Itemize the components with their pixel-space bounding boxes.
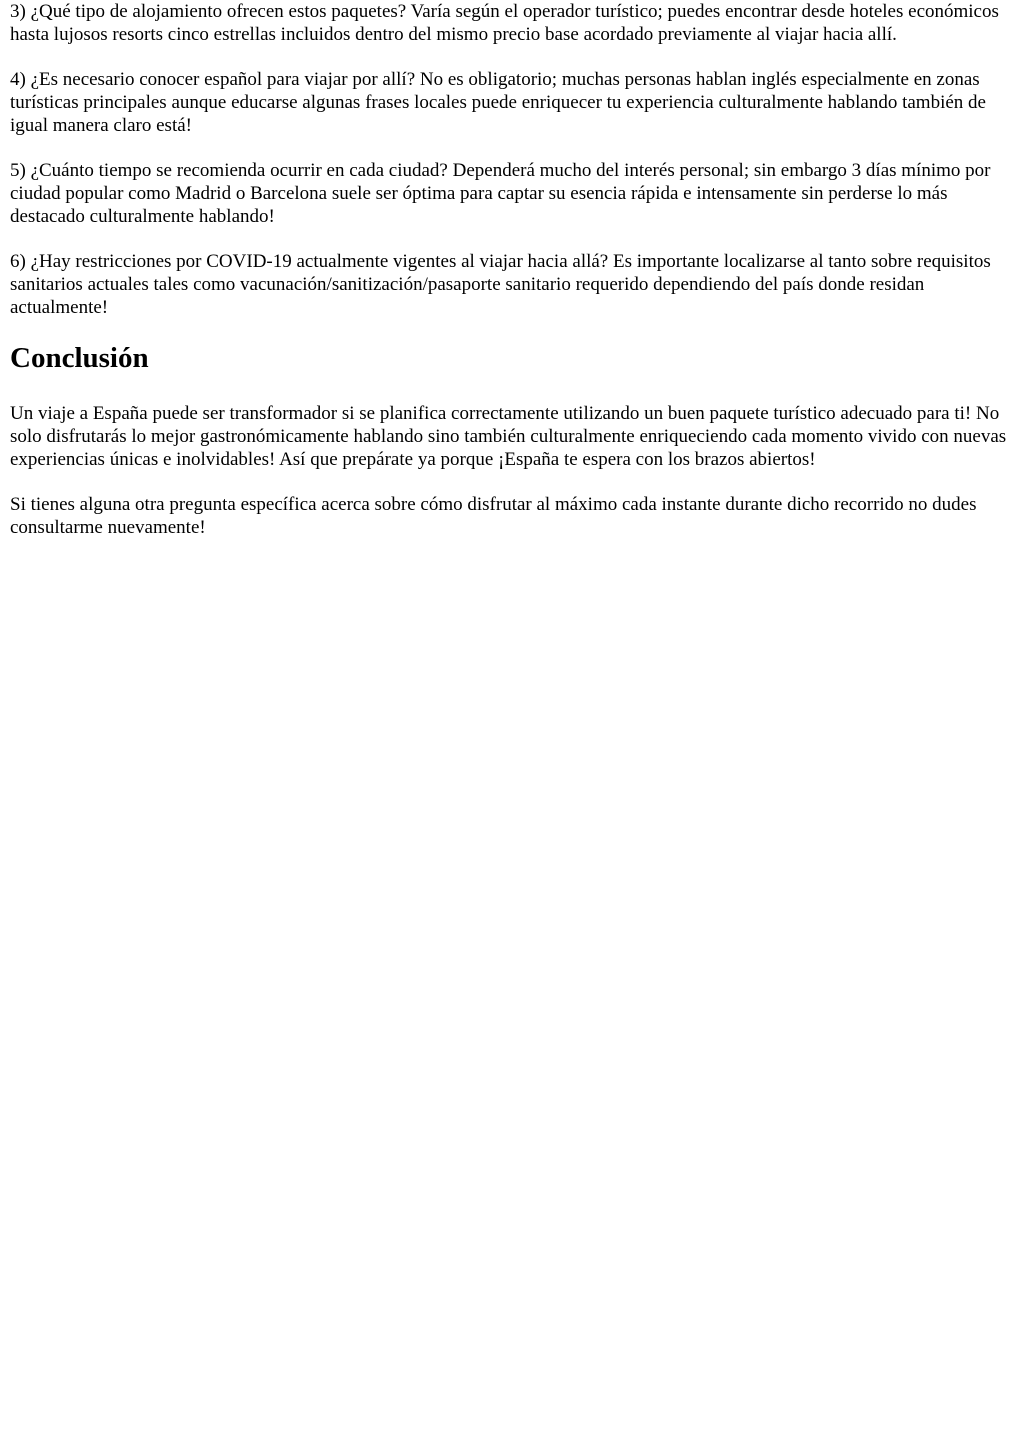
- faq-item-5: 5) ¿Cuánto tiempo se recomienda ocurrir en cada ciudad? Dependerá mucho del interés personal; sin embargo 3 días mínimo por ciudad popular como Madrid o Barcelona suele ser óptima para captar su esencia rápida e intensamente sin perderse lo más destacado culturalmente hablando!: [10, 160, 991, 227]
- faq-section: [10, 0, 1014, 319]
- faq-item-6: 6) ¿Hay restricciones por COVID-19 actualmente vigentes al viajar hacia allá? Es importante localizarse al tanto sobre requisitos sanitarios actuales tales como vacunación/sanitización/pasaporte sanitario requerido dependiendo del país donde residan actualmente!: [10, 251, 991, 318]
- conclusion-paragraph: Un viaje a España puede ser transformador si se planifica correctamente utilizando un buen paquete turístico adecuado para ti! No solo disfrutarás lo mejor gastronómicamente hablando sino también culturalmente enriqueciendo cada momento vivido con nuevas experiencias únicas e inolvidables! Así que prepárate ya porque ¡España te espera con los brazos abiertos!: [10, 403, 1007, 470]
- faq-item-3: 3) ¿Qué tipo de alojamiento ofrecen estos paquetes? Varía según el operador turístico; puedes encontrar desde hoteles económicos hasta lujosos resorts cinco estrellas incluidos dentro del mismo precio base acordado previamente al viajar hacia allí.: [10, 1, 999, 45]
- conclusion-heading: Conclusión: [10, 342, 149, 374]
- conclusion-section: [10, 341, 1014, 539]
- closing-paragraph: Si tienes alguna otra pregunta específica acerca sobre cómo disfrutar al máximo cada instante durante dicho recorrido no dudes consultarme nuevamente!: [10, 494, 977, 538]
- faq-item-4: 4) ¿Es necesario conocer español para viajar por allí? No es obligatorio; muchas personas hablan inglés especialmente en zonas turísticas principales aunque educarse algunas frases locales puede enriquecer tu experiencia culturalmente hablando también de igual manera claro está!: [10, 69, 986, 136]
- article-body: [10, 0, 1014, 539]
